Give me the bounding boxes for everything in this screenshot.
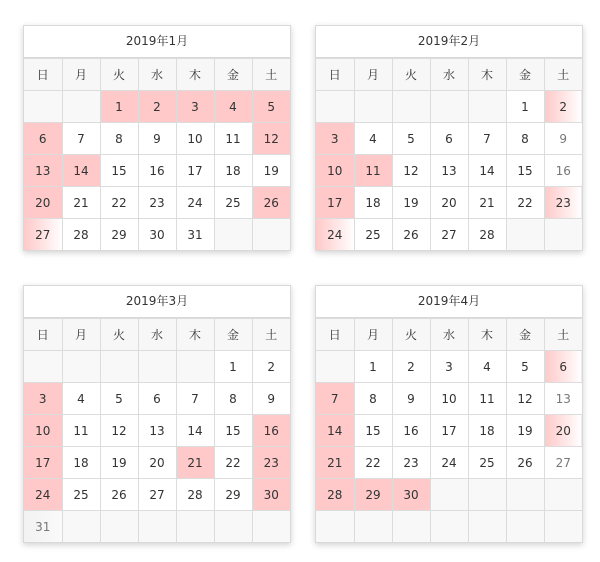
empty-cell xyxy=(392,91,430,123)
day-cell[interactable]: 23 xyxy=(252,447,290,479)
day-cell[interactable]: 5 xyxy=(392,123,430,155)
empty-cell xyxy=(214,511,252,543)
day-cell[interactable]: 27 xyxy=(430,219,468,251)
calendar-week-row xyxy=(24,91,290,123)
weekday-header: 土 xyxy=(252,319,290,351)
weekday-header: 土 xyxy=(252,59,290,91)
day-cell[interactable]: 26 xyxy=(100,479,138,511)
day-cell[interactable]: 3 xyxy=(316,123,354,155)
day-cell[interactable]: 26 xyxy=(506,447,544,479)
day-cell[interactable]: 18 xyxy=(62,447,100,479)
day-cell[interactable]: 28 xyxy=(62,219,100,251)
day-cell[interactable]: 4 xyxy=(62,383,100,415)
day-cell[interactable]: 28 xyxy=(468,219,506,251)
weekday-header: 月 xyxy=(62,319,100,351)
day-cell[interactable]: 25 xyxy=(62,479,100,511)
day-cell[interactable]: 2 xyxy=(138,91,176,123)
empty-cell xyxy=(62,91,100,123)
day-cell[interactable]: 21 xyxy=(62,187,100,219)
calendar-title: 2019年4月 xyxy=(316,286,582,318)
day-cell[interactable]: 11 xyxy=(214,123,252,155)
day-cell[interactable]: 23 xyxy=(544,187,582,219)
weekday-header: 水 xyxy=(138,319,176,351)
weekday-header: 水 xyxy=(430,59,468,91)
calendar-week-row xyxy=(316,123,582,155)
day-cell[interactable]: 5 xyxy=(506,351,544,383)
day-cell[interactable]: 23 xyxy=(392,447,430,479)
empty-cell xyxy=(316,351,354,383)
weekday-header: 日 xyxy=(316,59,354,91)
calendar-week-row xyxy=(24,415,290,447)
day-cell[interactable]: 3 xyxy=(176,91,214,123)
empty-cell xyxy=(506,511,544,543)
empty-cell xyxy=(430,479,468,511)
day-cell[interactable]: 3 xyxy=(430,351,468,383)
calendar-week-row xyxy=(316,415,582,447)
empty-cell xyxy=(544,511,582,543)
empty-cell xyxy=(62,511,100,543)
calendar-week-row xyxy=(316,479,582,511)
day-cell[interactable]: 6 xyxy=(430,123,468,155)
day-cell[interactable]: 9 xyxy=(138,123,176,155)
empty-cell xyxy=(316,511,354,543)
day-cell[interactable]: 23 xyxy=(138,187,176,219)
calendar-january xyxy=(23,25,291,251)
calendar-grid xyxy=(316,58,582,250)
weekday-header: 火 xyxy=(392,319,430,351)
day-cell[interactable]: 24 xyxy=(316,219,354,251)
calendar-week-row xyxy=(316,91,582,123)
day-cell[interactable]: 21 xyxy=(176,447,214,479)
empty-cell xyxy=(354,91,392,123)
day-cell[interactable]: 5 xyxy=(252,91,290,123)
day-cell[interactable]: 9 xyxy=(392,383,430,415)
day-cell[interactable]: 20 xyxy=(430,187,468,219)
day-cell[interactable]: 18 xyxy=(354,187,392,219)
day-cell[interactable]: 7 xyxy=(62,123,100,155)
day-cell[interactable]: 16 xyxy=(252,415,290,447)
weekday-header: 金 xyxy=(506,319,544,351)
day-cell[interactable]: 17 xyxy=(430,415,468,447)
day-cell[interactable]: 4 xyxy=(354,123,392,155)
day-cell[interactable]: 13 xyxy=(430,155,468,187)
empty-cell xyxy=(544,479,582,511)
weekday-header: 水 xyxy=(138,59,176,91)
day-cell[interactable]: 10 xyxy=(316,155,354,187)
day-cell[interactable]: 25 xyxy=(214,187,252,219)
day-cell[interactable]: 11 xyxy=(354,155,392,187)
calendar-week-row xyxy=(24,447,290,479)
empty-cell xyxy=(214,219,252,251)
day-cell[interactable]: 10 xyxy=(430,383,468,415)
day-cell[interactable]: 24 xyxy=(430,447,468,479)
calendar-grid xyxy=(316,318,582,542)
day-cell[interactable]: 1 xyxy=(100,91,138,123)
calendar-week-row xyxy=(316,511,582,543)
day-cell[interactable]: 15 xyxy=(214,415,252,447)
day-cell[interactable]: 27 xyxy=(544,447,582,479)
day-cell[interactable]: 12 xyxy=(392,155,430,187)
weekday-header: 火 xyxy=(392,59,430,91)
day-cell[interactable]: 28 xyxy=(316,479,354,511)
day-cell[interactable]: 14 xyxy=(316,415,354,447)
day-cell[interactable]: 11 xyxy=(468,383,506,415)
empty-cell xyxy=(100,511,138,543)
weekday-header: 土 xyxy=(544,59,582,91)
calendar-week-row xyxy=(316,219,582,251)
day-cell[interactable]: 16 xyxy=(138,155,176,187)
empty-cell xyxy=(430,91,468,123)
weekday-header: 金 xyxy=(214,319,252,351)
weekday-header: 日 xyxy=(316,319,354,351)
day-cell[interactable]: 15 xyxy=(354,415,392,447)
day-cell[interactable]: 6 xyxy=(544,351,582,383)
day-cell[interactable]: 15 xyxy=(100,155,138,187)
calendar-week-row xyxy=(316,155,582,187)
empty-cell xyxy=(316,91,354,123)
empty-cell xyxy=(62,351,100,383)
day-cell[interactable]: 10 xyxy=(176,123,214,155)
day-cell[interactable]: 22 xyxy=(506,187,544,219)
weekday-header: 月 xyxy=(354,319,392,351)
calendar-title: 2019年1月 xyxy=(24,26,290,58)
day-cell[interactable]: 19 xyxy=(100,447,138,479)
weekday-header: 月 xyxy=(62,59,100,91)
weekday-header: 金 xyxy=(506,59,544,91)
empty-cell xyxy=(468,479,506,511)
day-cell[interactable]: 13 xyxy=(138,415,176,447)
day-cell[interactable]: 6 xyxy=(138,383,176,415)
day-cell[interactable]: 4 xyxy=(214,91,252,123)
empty-cell xyxy=(176,511,214,543)
empty-cell xyxy=(468,91,506,123)
empty-cell xyxy=(252,219,290,251)
day-cell[interactable]: 1 xyxy=(506,91,544,123)
calendar-title: 2019年2月 xyxy=(316,26,582,58)
empty-cell xyxy=(252,511,290,543)
day-cell[interactable]: 11 xyxy=(62,415,100,447)
day-cell[interactable]: 8 xyxy=(100,123,138,155)
weekday-header: 金 xyxy=(214,59,252,91)
day-cell[interactable]: 22 xyxy=(100,187,138,219)
calendar-week-row xyxy=(316,383,582,415)
weekday-header: 木 xyxy=(176,59,214,91)
calendar-week-row xyxy=(316,187,582,219)
day-cell[interactable]: 2 xyxy=(544,91,582,123)
day-cell[interactable]: 18 xyxy=(214,155,252,187)
day-cell[interactable]: 17 xyxy=(176,155,214,187)
day-cell[interactable]: 22 xyxy=(214,447,252,479)
day-cell[interactable]: 9 xyxy=(544,123,582,155)
calendar-grid xyxy=(24,58,290,250)
day-cell[interactable]: 21 xyxy=(468,187,506,219)
day-cell[interactable]: 16 xyxy=(544,155,582,187)
weekday-header: 日 xyxy=(24,319,62,351)
weekday-header: 木 xyxy=(468,59,506,91)
day-cell[interactable]: 19 xyxy=(252,155,290,187)
empty-cell xyxy=(100,351,138,383)
weekday-header: 火 xyxy=(100,59,138,91)
day-cell[interactable]: 5 xyxy=(100,383,138,415)
day-cell[interactable]: 3 xyxy=(24,383,62,415)
day-cell[interactable]: 13 xyxy=(24,155,62,187)
calendar-february xyxy=(315,25,583,251)
day-cell[interactable]: 12 xyxy=(100,415,138,447)
day-cell[interactable]: 19 xyxy=(392,187,430,219)
calendar-week-row xyxy=(24,511,290,543)
calendar-week-row xyxy=(316,447,582,479)
calendar-grid xyxy=(24,318,290,542)
empty-cell xyxy=(544,219,582,251)
calendar-april xyxy=(315,285,583,543)
empty-cell xyxy=(24,91,62,123)
day-cell[interactable]: 25 xyxy=(354,219,392,251)
day-cell[interactable]: 8 xyxy=(214,383,252,415)
day-cell[interactable]: 17 xyxy=(24,447,62,479)
empty-cell xyxy=(138,351,176,383)
day-cell[interactable]: 4 xyxy=(468,351,506,383)
day-cell[interactable]: 8 xyxy=(506,123,544,155)
empty-cell xyxy=(468,511,506,543)
day-cell[interactable]: 1 xyxy=(214,351,252,383)
weekday-header: 水 xyxy=(430,319,468,351)
day-cell[interactable]: 20 xyxy=(138,447,176,479)
calendar-week-row xyxy=(24,155,290,187)
weekday-header: 土 xyxy=(544,319,582,351)
day-cell[interactable]: 24 xyxy=(176,187,214,219)
day-cell[interactable]: 30 xyxy=(138,219,176,251)
calendar-week-row xyxy=(24,219,290,251)
empty-cell xyxy=(506,479,544,511)
calendar-week-row xyxy=(24,351,290,383)
day-cell[interactable]: 31 xyxy=(24,511,62,543)
day-cell[interactable]: 14 xyxy=(176,415,214,447)
empty-cell xyxy=(430,511,468,543)
weekday-header: 月 xyxy=(354,59,392,91)
day-cell[interactable]: 1 xyxy=(354,351,392,383)
day-cell[interactable]: 24 xyxy=(24,479,62,511)
empty-cell xyxy=(138,511,176,543)
day-cell[interactable]: 28 xyxy=(176,479,214,511)
calendar-week-row xyxy=(316,351,582,383)
day-cell[interactable]: 14 xyxy=(62,155,100,187)
day-cell[interactable]: 26 xyxy=(252,187,290,219)
calendar-week-row xyxy=(24,479,290,511)
empty-cell xyxy=(354,511,392,543)
day-cell[interactable]: 8 xyxy=(354,383,392,415)
day-cell[interactable]: 15 xyxy=(506,155,544,187)
calendar-week-row xyxy=(24,383,290,415)
day-cell[interactable]: 13 xyxy=(544,383,582,415)
weekday-header: 火 xyxy=(100,319,138,351)
weekday-header: 木 xyxy=(468,319,506,351)
day-cell[interactable]: 27 xyxy=(24,219,62,251)
day-cell[interactable]: 18 xyxy=(468,415,506,447)
empty-cell xyxy=(176,351,214,383)
day-cell[interactable]: 10 xyxy=(24,415,62,447)
day-cell[interactable]: 31 xyxy=(176,219,214,251)
day-cell[interactable]: 30 xyxy=(392,479,430,511)
day-cell[interactable]: 22 xyxy=(354,447,392,479)
calendar-week-row xyxy=(24,123,290,155)
day-cell[interactable]: 29 xyxy=(214,479,252,511)
weekday-header: 木 xyxy=(176,319,214,351)
calendar-march xyxy=(23,285,291,543)
empty-cell xyxy=(24,351,62,383)
day-cell[interactable]: 14 xyxy=(468,155,506,187)
day-cell[interactable]: 30 xyxy=(252,479,290,511)
day-cell[interactable]: 21 xyxy=(316,447,354,479)
empty-cell xyxy=(506,219,544,251)
weekday-header: 日 xyxy=(24,59,62,91)
day-cell[interactable]: 17 xyxy=(316,187,354,219)
day-cell[interactable]: 19 xyxy=(506,415,544,447)
day-cell[interactable]: 20 xyxy=(544,415,582,447)
day-cell[interactable]: 7 xyxy=(176,383,214,415)
day-cell[interactable]: 6 xyxy=(24,123,62,155)
calendar-week-row xyxy=(24,187,290,219)
day-cell[interactable]: 25 xyxy=(468,447,506,479)
empty-cell xyxy=(392,511,430,543)
day-cell[interactable]: 2 xyxy=(392,351,430,383)
day-cell[interactable]: 7 xyxy=(316,383,354,415)
day-cell[interactable]: 16 xyxy=(392,415,430,447)
day-cell[interactable]: 20 xyxy=(24,187,62,219)
day-cell[interactable]: 7 xyxy=(468,123,506,155)
day-cell[interactable]: 29 xyxy=(354,479,392,511)
day-cell[interactable]: 29 xyxy=(100,219,138,251)
day-cell[interactable]: 12 xyxy=(252,123,290,155)
calendar-title: 2019年3月 xyxy=(24,286,290,318)
day-cell[interactable]: 9 xyxy=(252,383,290,415)
day-cell[interactable]: 26 xyxy=(392,219,430,251)
day-cell[interactable]: 27 xyxy=(138,479,176,511)
day-cell[interactable]: 2 xyxy=(252,351,290,383)
day-cell[interactable]: 12 xyxy=(506,383,544,415)
